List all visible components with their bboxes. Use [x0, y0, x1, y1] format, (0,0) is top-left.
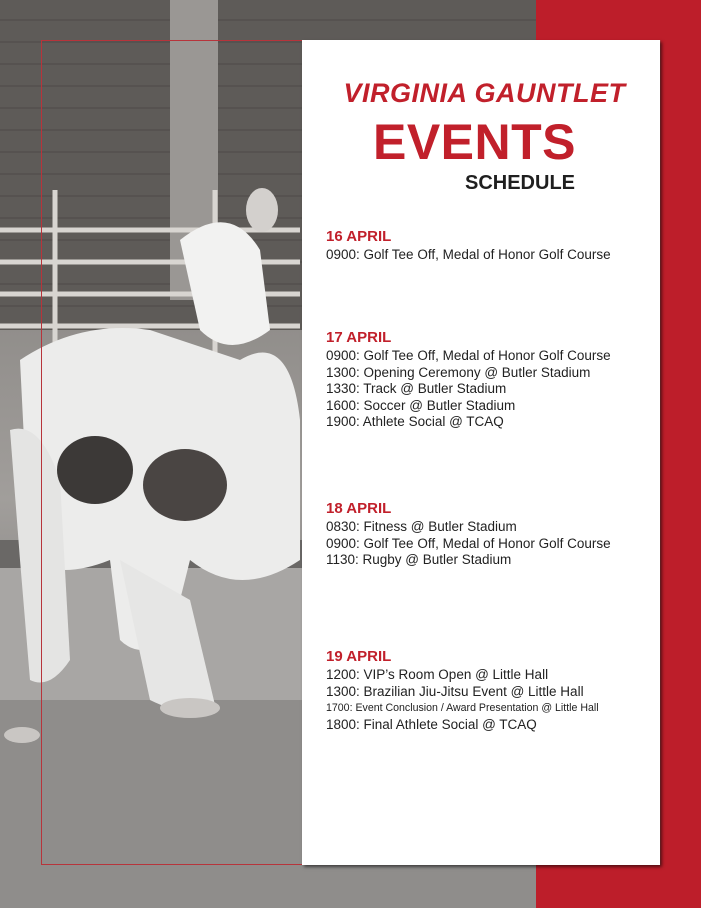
day-18-april [326, 500, 656, 569]
day-label: 19 APRIL [326, 648, 392, 665]
schedule-subheading: SCHEDULE [464, 172, 575, 194]
day-17-april [326, 329, 656, 431]
event-item: 0830: Fitness @ Butler Stadium [326, 519, 517, 534]
events-heading: EVENTS [372, 114, 577, 170]
event-item: 1330: Track @ Butler Stadium [326, 381, 507, 397]
event-item: 1900: Athlete Social @ TCAQ [326, 414, 504, 430]
day-19-april [326, 648, 656, 733]
day-label: 16 APRIL [326, 228, 392, 245]
event-item: 1300: Brazilian Jiu-Jitsu Event @ Little Hall [326, 683, 584, 699]
event-name-title: VIRGINIA GAUNTLET [343, 78, 626, 108]
schedule-card [302, 40, 660, 865]
day-label: 17 APRIL [326, 329, 392, 346]
event-item: 1700: Event Conclusion / Award Presentation @ Little Hall [326, 702, 599, 715]
day-label: 18 APRIL [326, 500, 392, 517]
event-item: 1800: Final Athlete Social @ TCAQ [326, 716, 537, 732]
day-16-april [326, 228, 656, 264]
event-item: 0900: Golf Tee Off, Medal of Honor Golf Course [326, 535, 611, 551]
event-item: 1200: VIP’s Room Open @ Little Hall [326, 667, 549, 682]
event-item: 0900: Golf Tee Off, Medal of Honor Golf Course [326, 348, 611, 363]
event-item: 1600: Soccer @ Butler Stadium [326, 397, 516, 413]
event-item: 1130: Rugby @ Butler Stadium [326, 552, 512, 568]
event-item: 0900: Golf Tee Off, Medal of Honor Golf Course [326, 247, 611, 262]
event-item: 1300: Opening Ceremony @ Butler Stadium [326, 364, 591, 380]
